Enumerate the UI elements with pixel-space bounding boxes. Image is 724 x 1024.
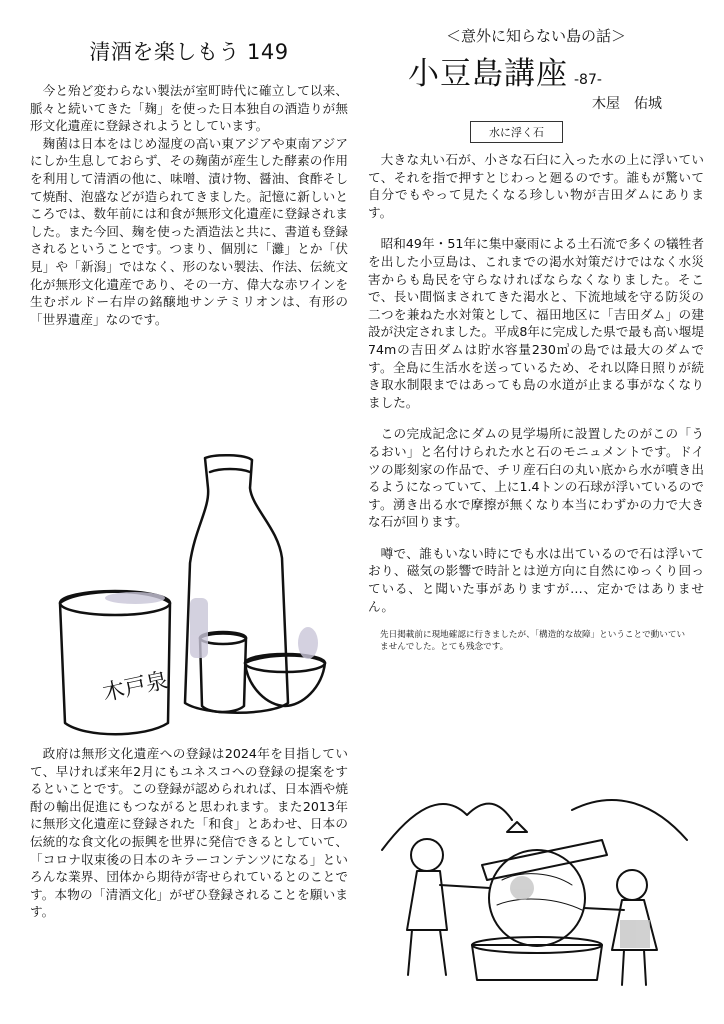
left-column: [30, 30, 348, 328]
series-kicker: ＜意外に知らない島の話＞: [445, 27, 626, 45]
issue-number: -87-: [574, 72, 602, 88]
island-paragraph-1: 大きな丸い石が、小さな石臼に入った水の上に浮いていて、それを指で押すとじわっと廻るのです。誰もが驚いて自分でもやって見たくなる珍しい物が吉田ダムにあります。: [368, 152, 704, 220]
sake-column-title: 清酒を楽しもう 149: [89, 40, 289, 64]
floating-stone-illustration: [372, 770, 692, 1000]
sake-paragraph-1: 今と殆ど変わらない製法が室町時代に確立して以来、脈々と続いてきた「麹」を使った日本独自の酒造りが無形文化遺産に登録されようとしています。: [30, 83, 348, 134]
article-subhead: 水に浮く石: [470, 121, 563, 143]
author-name: 木屋 佑城: [592, 96, 662, 112]
footnote: 先日掲載前に現地確認に行きましたが、「構造的な故障」ということで動いていませんでした。とても残念です。: [380, 630, 686, 653]
sake-column-body: [30, 82, 348, 328]
right-column: [368, 25, 704, 653]
sake-paragraph-2: 麹菌は日本をはじめ湿度の高い東アジアや東南アジアにしか生息しておらず、その麹菌が産生した酵素の作用を利用して清酒の他に、味噌、漬け物、醤油、食酢そして焼酎、泡盛などが造られてきました。記憶に新しいところでは、数年前には和食が無形文化遺産に登録されました。また今回、麹を使った酒造法と共に、書道も登録されるということです。つまり、個別に「灘」とか「伏見」や「新潟」ではなく、形のない製法、作法、伝統文化が無形文化遺産であり、その一方、偉大な赤ワインを生むボルドー右岸の銘醸地サンテミリオンは、有形の「世界遺産」なのです。: [30, 135, 348, 327]
sake-paragraph-3: 政府は無形文化遺産への登録は2024年を目指していて、早ければ来年2月にもユネスコへの登録の提案をするといことです。この登録が認められれば、日本酒や焼酎の輸出促進にもつながると思われます。また2013年に無形文化遺産に登録された「和食」とあわせ、日本の伝統的な食文化の振興を世界に発信できるとしていて、「コロナ収束後の日本のキラーコンテンツになる」といろんな業界、団体から期待が寄せられているとのことです。本物の「清酒文化」がぜひ登録されることを願います。: [30, 746, 348, 920]
sake-bottle-and-cups-illustration: [40, 448, 330, 738]
sake-column-conclusion: [30, 745, 348, 921]
island-column-title: 小豆島講座: [408, 56, 568, 92]
island-paragraph-4: 噂で、誰もいない時にでも水は出ているので石は浮いており、磁気の影響で時計とは逆方向に自然にゆっくり回っている、と聞いた事がありますが…、定かではありません。: [368, 545, 704, 614]
cup-brand-label: 木戸泉: [100, 668, 171, 707]
island-column-body: [368, 151, 704, 615]
island-paragraph-3: この完成記念にダムの見学場所に設置したのがこの「うるおい」と名付けられた水と石のモニュメントです。ドイツの彫刻家の作品で、チリ産石臼の丸い底から水が噴き出るようになっていて、上に1.4トンの石球が浮いているのです。湧き出る水で摩擦が無くなり本当にわずかの力で大きな石が回ります。: [368, 426, 704, 530]
island-paragraph-2: 昭和49年・51年に集中豪雨による土石流で多くの犠牲者を出した小豆島は、これまでの渇水対策だけではなく水災害からも島民を守らなければならなくなりました。そこで、長い間悩まされてきた渇水と、下流地域を守る防災の二つを兼ねた水対策として、福田地区に「吉田ダム」の建設が決定されました。平成8年に完成した県で最も高い堰堤74mの吉田ダムは貯水容量230㎥の島では最大のダムです。全島に生活水を送っているため、それ以降日照りが続き取水制限まではあっても島の水道が止まる事がなくなりました。: [368, 236, 704, 410]
